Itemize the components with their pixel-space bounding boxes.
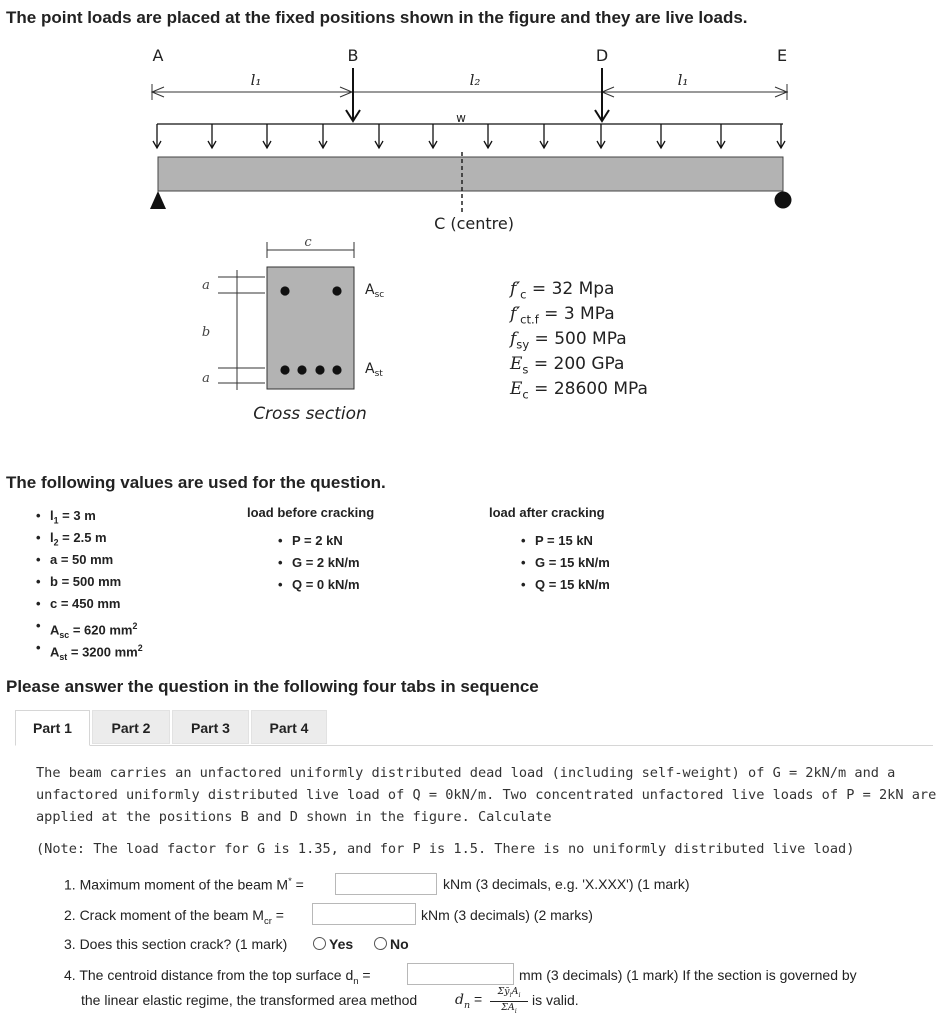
bottom-bar [315,365,324,374]
question-2-units: kNm (3 decimals) (2 marks) [421,907,593,923]
svg-text:Asc [365,282,384,300]
formula-dn: $d_n$ = [455,991,483,1011]
list-item: • c = 450 mm [36,593,143,615]
list-item: • G = 15 kN/m [521,552,610,574]
formula-fraction [490,986,528,1017]
cross-section-figure [190,230,410,435]
asc-label: A [365,282,375,298]
dim-b: b [201,325,211,340]
question-4-valid: is valid. [532,992,579,1008]
asc-sub: sc [374,290,385,300]
part1-text [36,762,936,828]
svg-text:Ast [365,361,383,379]
crack-moment-input[interactable] [312,903,416,925]
tab-bar [15,710,933,746]
list-item: • $A_{st} = 3200$ $mm^2$ [36,637,143,659]
prop-fctf: $f'_{ct.f} = 3$ MPa [510,304,615,327]
top-bar [332,286,341,295]
beam-figure [0,40,938,240]
material-properties [510,277,648,402]
formula-numerator: $\Sigma ȳ_iA_i$ [490,986,528,1002]
pin-support [150,191,166,209]
ast-sub: st [374,369,383,379]
list-item: • G = 2 kN/m [278,552,360,574]
before-heading: load before cracking [247,505,375,520]
point-label-e: E [776,46,788,65]
list-item: • a = 50 mm [36,549,143,571]
question-4-units: mm (3 decimals) (1 mark) If the section is governed by [519,967,857,983]
dim-c: c [304,235,312,250]
bottom-bar [280,365,289,374]
answer-heading: Please answer the question in the following four tabs in sequence [6,677,539,696]
part1-note: (Note: The load factor for G is 1.35, and for P is 1.5. There is no uniformly distributed live load) [36,841,855,857]
part1-line-1: The beam carries an unfactored uniformly distributed dead load (including self-weight) of G = 2kN/m and a [36,765,896,781]
ast-label: A [365,361,375,377]
yes-radio[interactable]: Yes [313,936,353,952]
list-item: • P = 2 kN [278,530,360,552]
span-label-1: l₁ [250,71,262,89]
tab-part-1[interactable]: Part 1 [15,710,90,746]
point-label-a: A [152,46,164,65]
tab-part-3[interactable]: Part 3 [172,710,249,744]
span-label-3: l₁ [677,71,689,89]
part1-line-3: applied at the positions B and D shown in the figure. Calculate [36,809,552,825]
centroid-distance-input[interactable] [407,963,514,985]
no-radio[interactable]: No [374,936,409,952]
centre-label: C (centre) [434,214,514,233]
values-heading: The following values are used for the question. [6,473,386,492]
formula-denominator: $\Sigma A_i$ [501,1001,517,1015]
point-label-b: B [347,46,359,65]
question-4-line-2: the linear elastic regime, the transformed area method [81,992,418,1008]
values-list [36,505,143,662]
udl-label: w [456,111,466,125]
question-1-units: kNm (3 decimals, e.g. 'X.XXX') (1 mark) [443,876,690,892]
span-label-2: l₂ [469,71,481,89]
prop-fc: $f'_c = 32$ Mpa [510,279,615,302]
radio-icon [313,937,326,950]
point-label-d: D [595,46,609,65]
udl-arrows [153,124,785,148]
question-4-label: 4. The centroid distance from the top surface $d_n$ = [64,967,371,987]
beam [158,157,783,191]
list-item: • $A_{sc} = 620$ $mm^2$ [36,615,143,637]
intro-heading: The point loads are placed at the fixed positions shown in the figure and they are live loads. [6,8,748,27]
radio-icon [374,937,387,950]
list-item: • $l_2 = 2.5$ m [36,527,143,549]
before-list [278,530,360,596]
max-moment-input[interactable] [335,873,437,895]
prop-es: $E_s = 200$ GPa [510,354,625,377]
list-item: • Q = 0 kN/m [278,574,360,596]
question-3-label: 3. Does this section crack? (1 mark) [64,936,288,952]
dim-a-bottom: a [202,371,210,386]
after-heading: load after cracking [489,505,605,520]
dim-a-top: a [202,278,210,293]
list-item: • Q = 15 kN/m [521,574,610,596]
cross-section-caption: Cross section [253,404,367,424]
roller-support [775,192,792,209]
list-item: • b = 500 mm [36,571,143,593]
after-list [521,530,610,596]
list-item: • $l_1 = 3$ m [36,505,143,527]
question-1-label: 1. Maximum moment of the beam M* = [64,876,304,893]
prop-fsy: $f_{sy} = 500$ MPa [510,329,627,352]
bottom-bar [297,365,306,374]
part1-line-2: unfactored uniformly distributed live load of Q = 0kN/m. Two concentrated unfactored live loads of P = 2kN are [36,787,937,803]
question-2-label: 2. Crack moment of the beam $M_{cr}$ = [64,907,284,927]
list-item: • P = 15 kN [521,530,610,552]
tab-part-4[interactable]: Part 4 [251,710,327,744]
bottom-bar [332,365,341,374]
prop-ec: $E_c = 28600$ MPa [510,379,648,402]
top-bar [280,286,289,295]
tab-part-2[interactable]: Part 2 [92,710,170,744]
